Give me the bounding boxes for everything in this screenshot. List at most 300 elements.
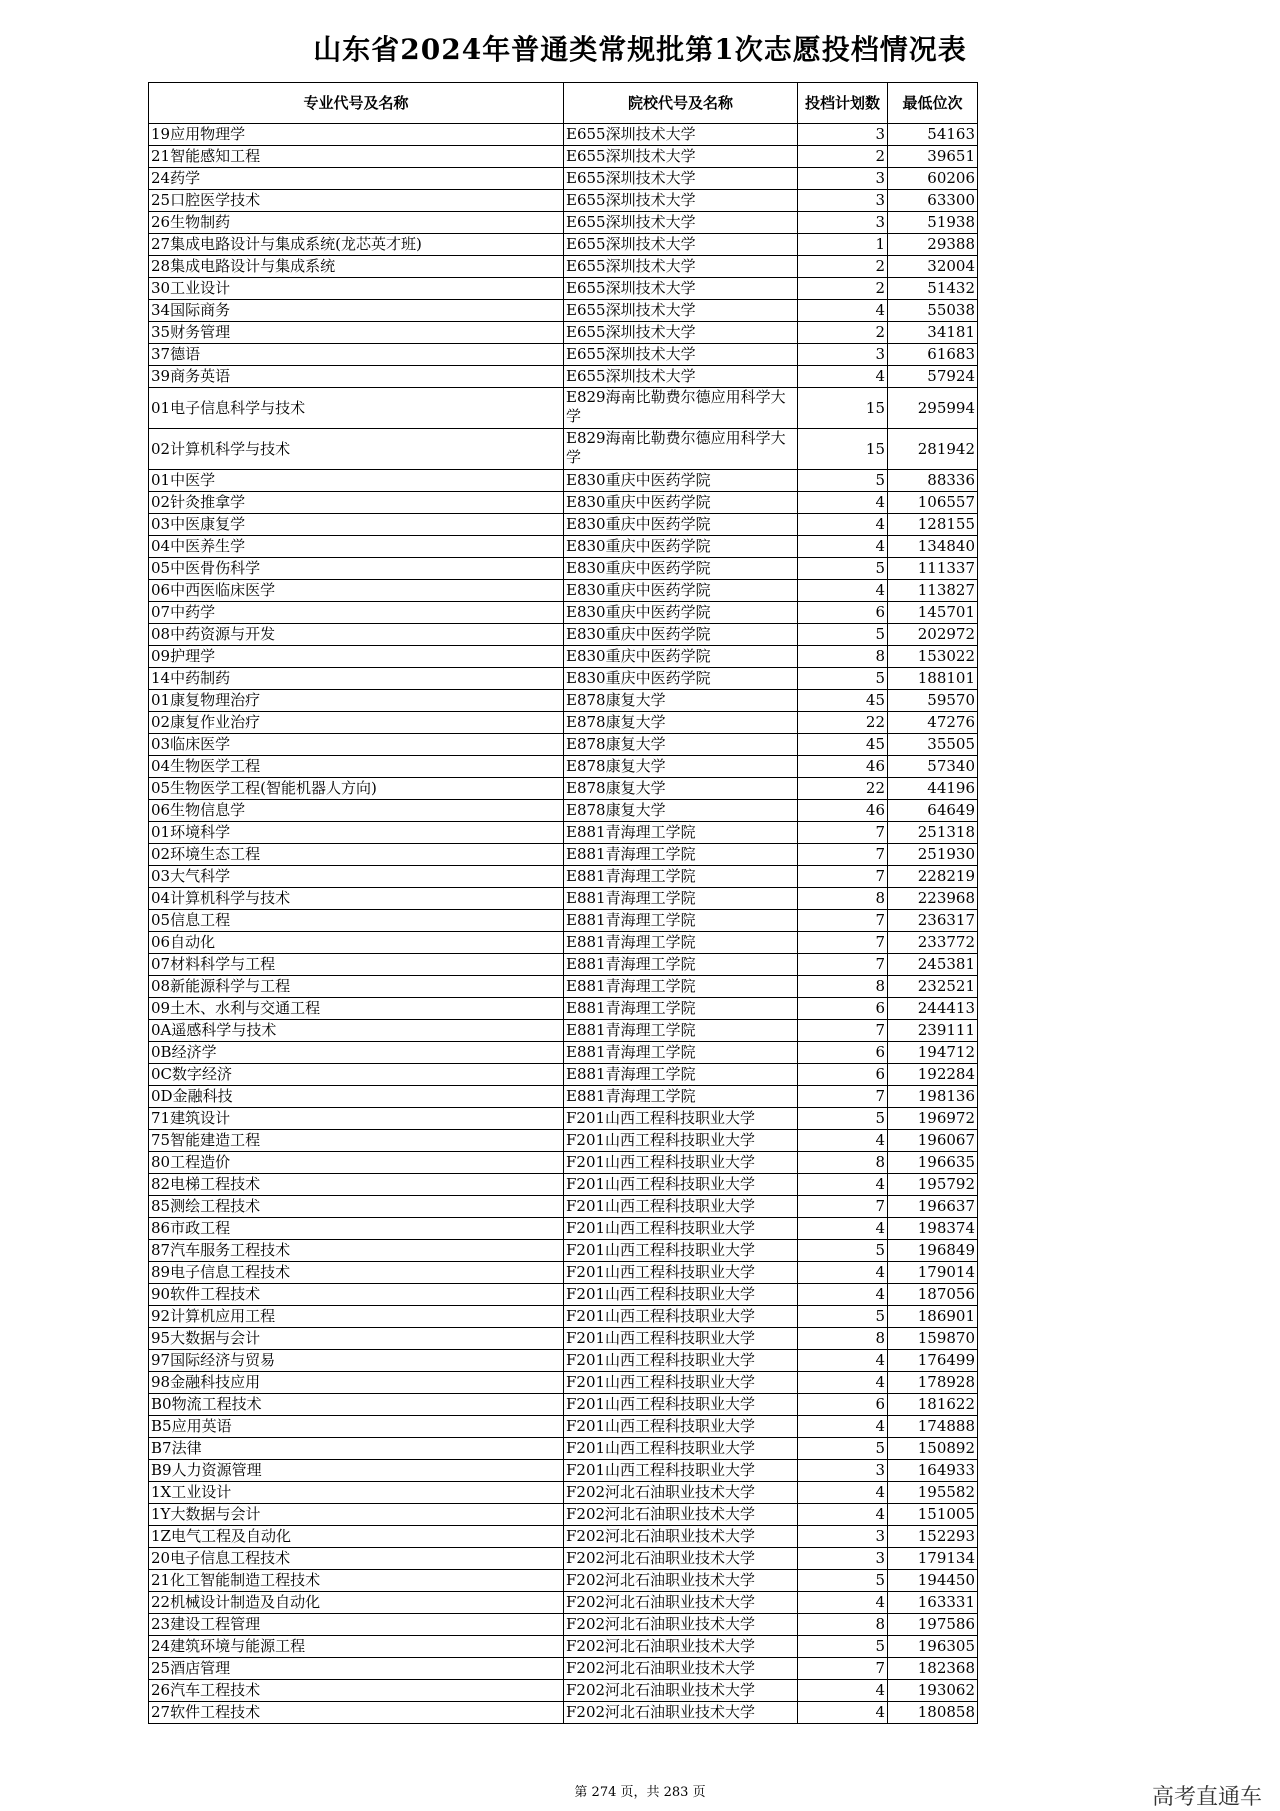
major-cell: 21智能感知工程 xyxy=(149,146,564,168)
school-cell: F202河北石油职业技术大学 xyxy=(564,1636,798,1658)
table-row xyxy=(149,1240,978,1262)
table-row xyxy=(149,1526,978,1548)
major-cell: 26生物制药 xyxy=(149,212,564,234)
major-cell: 27集成电路设计与集成系统(龙芯英才班) xyxy=(149,234,564,256)
min-rank-cell: 244413 xyxy=(888,998,978,1020)
plan-cell: 5 xyxy=(798,1240,888,1262)
major-cell: 09土木、水利与交通工程 xyxy=(149,998,564,1020)
table-row xyxy=(149,168,978,190)
school-cell: F201山西工程科技职业大学 xyxy=(564,1372,798,1394)
plan-cell: 4 xyxy=(798,1218,888,1240)
plan-cell: 5 xyxy=(798,1570,888,1592)
school-cell: E830重庆中医药学院 xyxy=(564,668,798,690)
table-row xyxy=(149,146,978,168)
table-row xyxy=(149,1064,978,1086)
min-rank-cell: 202972 xyxy=(888,624,978,646)
table-row xyxy=(149,1262,978,1284)
major-cell: 03临床医学 xyxy=(149,734,564,756)
min-rank-cell: 57924 xyxy=(888,366,978,388)
min-rank-cell: 196849 xyxy=(888,1240,978,1262)
major-cell: 0A遥感科学与技术 xyxy=(149,1020,564,1042)
min-rank-cell: 159870 xyxy=(888,1328,978,1350)
table-row xyxy=(149,932,978,954)
table-row xyxy=(149,1372,978,1394)
major-cell: 87汽车服务工程技术 xyxy=(149,1240,564,1262)
table-row xyxy=(149,1130,978,1152)
major-cell: 04计算机科学与技术 xyxy=(149,888,564,910)
table-row xyxy=(149,1504,978,1526)
major-cell: 04生物医学工程 xyxy=(149,756,564,778)
plan-cell: 7 xyxy=(798,1020,888,1042)
min-rank-cell: 186901 xyxy=(888,1306,978,1328)
plan-cell: 4 xyxy=(798,514,888,536)
school-cell: E655深圳技术大学 xyxy=(564,168,798,190)
major-cell: 37德语 xyxy=(149,344,564,366)
major-cell: 08中药资源与开发 xyxy=(149,624,564,646)
min-rank-cell: 232521 xyxy=(888,976,978,998)
major-cell: 89电子信息工程技术 xyxy=(149,1262,564,1284)
major-cell: B5应用英语 xyxy=(149,1416,564,1438)
major-cell: 27软件工程技术 xyxy=(149,1702,564,1724)
table-row xyxy=(149,1548,978,1570)
table-row xyxy=(149,602,978,624)
min-rank-cell: 251930 xyxy=(888,844,978,866)
school-cell: E830重庆中医药学院 xyxy=(564,646,798,668)
major-cell: 39商务英语 xyxy=(149,366,564,388)
min-rank-cell: 64649 xyxy=(888,800,978,822)
table-row xyxy=(149,234,978,256)
min-rank-cell: 187056 xyxy=(888,1284,978,1306)
plan-cell: 4 xyxy=(798,1372,888,1394)
plan-cell: 3 xyxy=(798,212,888,234)
min-rank-cell: 111337 xyxy=(888,558,978,580)
school-cell: E830重庆中医药学院 xyxy=(564,580,798,602)
school-cell: F201山西工程科技职业大学 xyxy=(564,1460,798,1482)
school-cell: F202河北石油职业技术大学 xyxy=(564,1702,798,1724)
school-cell: F202河北石油职业技术大学 xyxy=(564,1504,798,1526)
table-row xyxy=(149,1416,978,1438)
major-cell: 1Y大数据与会计 xyxy=(149,1504,564,1526)
table-row xyxy=(149,1020,978,1042)
plan-cell: 3 xyxy=(798,1526,888,1548)
plan-cell: 4 xyxy=(798,1592,888,1614)
plan-cell: 6 xyxy=(798,1042,888,1064)
major-cell: 20电子信息工程技术 xyxy=(149,1548,564,1570)
school-cell: F202河北石油职业技术大学 xyxy=(564,1482,798,1504)
table-body xyxy=(149,124,978,1724)
table-row xyxy=(149,470,978,492)
plan-cell: 1 xyxy=(798,234,888,256)
plan-cell: 4 xyxy=(798,1482,888,1504)
min-rank-cell: 106557 xyxy=(888,492,978,514)
plan-cell: 8 xyxy=(798,646,888,668)
table-header-row xyxy=(149,83,978,124)
table-row xyxy=(149,1350,978,1372)
table-row xyxy=(149,888,978,910)
min-rank-cell: 60206 xyxy=(888,168,978,190)
major-cell: 08新能源科学与工程 xyxy=(149,976,564,998)
min-rank-cell: 61683 xyxy=(888,344,978,366)
table-row xyxy=(149,1614,978,1636)
page-footer: 第 274 页，共 283 页 xyxy=(574,1785,706,1800)
plan-cell: 3 xyxy=(798,168,888,190)
plan-cell: 4 xyxy=(798,300,888,322)
major-cell: 05信息工程 xyxy=(149,910,564,932)
plan-cell: 8 xyxy=(798,888,888,910)
plan-cell: 2 xyxy=(798,322,888,344)
min-rank-cell: 196067 xyxy=(888,1130,978,1152)
major-cell: 06生物信息学 xyxy=(149,800,564,822)
table-row xyxy=(149,954,978,976)
school-cell: F202河北石油职业技术大学 xyxy=(564,1570,798,1592)
school-cell: E830重庆中医药学院 xyxy=(564,536,798,558)
school-cell: F202河北石油职业技术大学 xyxy=(564,1592,798,1614)
table-row xyxy=(149,536,978,558)
plan-cell: 5 xyxy=(798,470,888,492)
major-cell: B9人力资源管理 xyxy=(149,1460,564,1482)
school-cell: E881青海理工学院 xyxy=(564,1042,798,1064)
table-row xyxy=(149,1328,978,1350)
major-cell: 03大气科学 xyxy=(149,866,564,888)
table-row xyxy=(149,1592,978,1614)
min-rank-cell: 63300 xyxy=(888,190,978,212)
major-cell: 05生物医学工程(智能机器人方向) xyxy=(149,778,564,800)
school-cell: E830重庆中医药学院 xyxy=(564,470,798,492)
min-rank-cell: 88336 xyxy=(888,470,978,492)
school-cell: E830重庆中医药学院 xyxy=(564,624,798,646)
min-rank-cell: 51432 xyxy=(888,278,978,300)
min-rank-cell: 35505 xyxy=(888,734,978,756)
major-cell: 75智能建造工程 xyxy=(149,1130,564,1152)
plan-cell: 5 xyxy=(798,1438,888,1460)
major-cell: 85测绘工程技术 xyxy=(149,1196,564,1218)
major-cell: 0C数字经济 xyxy=(149,1064,564,1086)
major-cell: 03中医康复学 xyxy=(149,514,564,536)
min-rank-cell: 29388 xyxy=(888,234,978,256)
plan-cell: 5 xyxy=(798,624,888,646)
table-row xyxy=(149,756,978,778)
header-school: 院校代号及名称 xyxy=(564,83,798,124)
plan-cell: 7 xyxy=(798,954,888,976)
min-rank-cell: 51938 xyxy=(888,212,978,234)
plan-cell: 2 xyxy=(798,256,888,278)
table-row xyxy=(149,844,978,866)
school-cell: F201山西工程科技职业大学 xyxy=(564,1262,798,1284)
major-cell: 14中药制药 xyxy=(149,668,564,690)
min-rank-cell: 192284 xyxy=(888,1064,978,1086)
school-cell: E830重庆中医药学院 xyxy=(564,514,798,536)
major-cell: 02计算机科学与技术 xyxy=(149,429,564,470)
major-cell: 01环境科学 xyxy=(149,822,564,844)
school-cell: E881青海理工学院 xyxy=(564,932,798,954)
min-rank-cell: 113827 xyxy=(888,580,978,602)
min-rank-cell: 54163 xyxy=(888,124,978,146)
table-row xyxy=(149,388,978,429)
min-rank-cell: 32004 xyxy=(888,256,978,278)
school-cell: E655深圳技术大学 xyxy=(564,322,798,344)
school-cell: E655深圳技术大学 xyxy=(564,366,798,388)
min-rank-cell: 134840 xyxy=(888,536,978,558)
min-rank-cell: 181622 xyxy=(888,1394,978,1416)
table-row xyxy=(149,1636,978,1658)
table-row xyxy=(149,1702,978,1724)
plan-cell: 45 xyxy=(798,690,888,712)
min-rank-cell: 176499 xyxy=(888,1350,978,1372)
plan-cell: 7 xyxy=(798,932,888,954)
plan-cell: 45 xyxy=(798,734,888,756)
min-rank-cell: 178928 xyxy=(888,1372,978,1394)
major-cell: 09护理学 xyxy=(149,646,564,668)
table-row xyxy=(149,712,978,734)
major-cell: 02针灸推拿学 xyxy=(149,492,564,514)
table-row xyxy=(149,1086,978,1108)
min-rank-cell: 233772 xyxy=(888,932,978,954)
major-cell: 0D金融科技 xyxy=(149,1086,564,1108)
plan-cell: 4 xyxy=(798,366,888,388)
header-min-rank: 最低位次 xyxy=(888,83,978,124)
major-cell: 23建设工程管理 xyxy=(149,1614,564,1636)
plan-cell: 3 xyxy=(798,1548,888,1570)
plan-cell: 4 xyxy=(798,1284,888,1306)
min-rank-cell: 197586 xyxy=(888,1614,978,1636)
table-row xyxy=(149,1570,978,1592)
major-cell: 06自动化 xyxy=(149,932,564,954)
school-cell: E881青海理工学院 xyxy=(564,1086,798,1108)
plan-cell: 4 xyxy=(798,1262,888,1284)
table-row xyxy=(149,212,978,234)
school-cell: F202河北石油职业技术大学 xyxy=(564,1680,798,1702)
table-row xyxy=(149,256,978,278)
plan-cell: 8 xyxy=(798,1152,888,1174)
plan-cell: 4 xyxy=(798,492,888,514)
major-cell: 24建筑环境与能源工程 xyxy=(149,1636,564,1658)
plan-cell: 3 xyxy=(798,344,888,366)
table-row xyxy=(149,1306,978,1328)
major-cell: 1X工业设计 xyxy=(149,1482,564,1504)
major-cell: 05中医骨伤科学 xyxy=(149,558,564,580)
min-rank-cell: 182368 xyxy=(888,1658,978,1680)
table-row xyxy=(149,1218,978,1240)
min-rank-cell: 195792 xyxy=(888,1174,978,1196)
plan-cell: 8 xyxy=(798,976,888,998)
plan-cell: 5 xyxy=(798,668,888,690)
min-rank-cell: 194712 xyxy=(888,1042,978,1064)
school-cell: E830重庆中医药学院 xyxy=(564,602,798,624)
min-rank-cell: 295994 xyxy=(888,388,978,429)
table-row xyxy=(149,646,978,668)
school-cell: E655深圳技术大学 xyxy=(564,256,798,278)
table-row xyxy=(149,366,978,388)
plan-cell: 7 xyxy=(798,866,888,888)
plan-cell: 3 xyxy=(798,124,888,146)
major-cell: 80工程造价 xyxy=(149,1152,564,1174)
min-rank-cell: 196637 xyxy=(888,1196,978,1218)
plan-cell: 7 xyxy=(798,822,888,844)
min-rank-cell: 163331 xyxy=(888,1592,978,1614)
school-cell: F201山西工程科技职业大学 xyxy=(564,1416,798,1438)
plan-cell: 22 xyxy=(798,712,888,734)
plan-cell: 4 xyxy=(798,580,888,602)
plan-cell: 4 xyxy=(798,536,888,558)
major-cell: 26汽车工程技术 xyxy=(149,1680,564,1702)
min-rank-cell: 188101 xyxy=(888,668,978,690)
plan-cell: 6 xyxy=(798,1394,888,1416)
school-cell: F201山西工程科技职业大学 xyxy=(564,1284,798,1306)
page-title: 山东省2024年普通类常规批第1次志愿投档情况表 xyxy=(313,33,967,66)
table-row xyxy=(149,624,978,646)
table-row xyxy=(149,124,978,146)
school-cell: E881青海理工学院 xyxy=(564,844,798,866)
min-rank-cell: 251318 xyxy=(888,822,978,844)
school-cell: F202河北石油职业技术大学 xyxy=(564,1526,798,1548)
min-rank-cell: 179134 xyxy=(888,1548,978,1570)
table-row xyxy=(149,1394,978,1416)
table-row xyxy=(149,1658,978,1680)
table-row xyxy=(149,998,978,1020)
plan-cell: 15 xyxy=(798,388,888,429)
table-row xyxy=(149,822,978,844)
school-cell: E881青海理工学院 xyxy=(564,822,798,844)
table-row xyxy=(149,429,978,470)
plan-cell: 7 xyxy=(798,1658,888,1680)
min-rank-cell: 245381 xyxy=(888,954,978,976)
table-row xyxy=(149,778,978,800)
major-cell: 92计算机应用工程 xyxy=(149,1306,564,1328)
school-cell: E830重庆中医药学院 xyxy=(564,492,798,514)
school-cell: F201山西工程科技职业大学 xyxy=(564,1240,798,1262)
admission-table xyxy=(148,82,978,1724)
table-row xyxy=(149,866,978,888)
plan-cell: 4 xyxy=(798,1680,888,1702)
table-row xyxy=(149,1042,978,1064)
plan-cell: 4 xyxy=(798,1130,888,1152)
school-cell: F201山西工程科技职业大学 xyxy=(564,1394,798,1416)
min-rank-cell: 193062 xyxy=(888,1680,978,1702)
table-row xyxy=(149,1460,978,1482)
major-cell: 25口腔医学技术 xyxy=(149,190,564,212)
table-row xyxy=(149,690,978,712)
min-rank-cell: 150892 xyxy=(888,1438,978,1460)
major-cell: 02环境生态工程 xyxy=(149,844,564,866)
plan-cell: 4 xyxy=(798,1174,888,1196)
school-cell: F202河北石油职业技术大学 xyxy=(564,1548,798,1570)
min-rank-cell: 196305 xyxy=(888,1636,978,1658)
min-rank-cell: 128155 xyxy=(888,514,978,536)
school-cell: F201山西工程科技职业大学 xyxy=(564,1218,798,1240)
school-cell: F201山西工程科技职业大学 xyxy=(564,1328,798,1350)
plan-cell: 4 xyxy=(798,1416,888,1438)
school-cell: E655深圳技术大学 xyxy=(564,212,798,234)
table-row xyxy=(149,558,978,580)
min-rank-cell: 164933 xyxy=(888,1460,978,1482)
table-row xyxy=(149,190,978,212)
min-rank-cell: 153022 xyxy=(888,646,978,668)
min-rank-cell: 180858 xyxy=(888,1702,978,1724)
table-row xyxy=(149,1174,978,1196)
plan-cell: 8 xyxy=(798,1614,888,1636)
major-cell: 01中医学 xyxy=(149,470,564,492)
min-rank-cell: 223968 xyxy=(888,888,978,910)
plan-cell: 7 xyxy=(798,844,888,866)
major-cell: 34国际商务 xyxy=(149,300,564,322)
school-cell: E830重庆中医药学院 xyxy=(564,558,798,580)
school-cell: F202河北石油职业技术大学 xyxy=(564,1658,798,1680)
table-row xyxy=(149,800,978,822)
plan-cell: 4 xyxy=(798,1350,888,1372)
table-row xyxy=(149,668,978,690)
school-cell: F201山西工程科技职业大学 xyxy=(564,1196,798,1218)
major-cell: 22机械设计制造及自动化 xyxy=(149,1592,564,1614)
plan-cell: 4 xyxy=(798,1504,888,1526)
table-row xyxy=(149,910,978,932)
school-cell: F201山西工程科技职业大学 xyxy=(564,1174,798,1196)
min-rank-cell: 198374 xyxy=(888,1218,978,1240)
plan-cell: 3 xyxy=(798,190,888,212)
school-cell: E881青海理工学院 xyxy=(564,998,798,1020)
header-major: 专业代号及名称 xyxy=(149,83,564,124)
min-rank-cell: 179014 xyxy=(888,1262,978,1284)
plan-cell: 2 xyxy=(798,278,888,300)
major-cell: 19应用物理学 xyxy=(149,124,564,146)
school-cell: E878康复大学 xyxy=(564,756,798,778)
school-cell: E881青海理工学院 xyxy=(564,866,798,888)
major-cell: 0B经济学 xyxy=(149,1042,564,1064)
plan-cell: 4 xyxy=(798,1702,888,1724)
school-cell: F202河北石油职业技术大学 xyxy=(564,1614,798,1636)
school-cell: E881青海理工学院 xyxy=(564,954,798,976)
min-rank-cell: 236317 xyxy=(888,910,978,932)
plan-cell: 8 xyxy=(798,1328,888,1350)
major-cell: 02康复作业治疗 xyxy=(149,712,564,734)
plan-cell: 15 xyxy=(798,429,888,470)
table-row xyxy=(149,734,978,756)
school-cell: E878康复大学 xyxy=(564,800,798,822)
major-cell: B7法律 xyxy=(149,1438,564,1460)
min-rank-cell: 239111 xyxy=(888,1020,978,1042)
school-cell: E655深圳技术大学 xyxy=(564,146,798,168)
table-row xyxy=(149,976,978,998)
min-rank-cell: 198136 xyxy=(888,1086,978,1108)
major-cell: 04中医养生学 xyxy=(149,536,564,558)
plan-cell: 7 xyxy=(798,1196,888,1218)
school-cell: E655深圳技术大学 xyxy=(564,234,798,256)
school-cell: F201山西工程科技职业大学 xyxy=(564,1108,798,1130)
table-row xyxy=(149,1196,978,1218)
school-cell: E881青海理工学院 xyxy=(564,910,798,932)
table-row xyxy=(149,300,978,322)
table-row xyxy=(149,1438,978,1460)
school-cell: E655深圳技术大学 xyxy=(564,124,798,146)
plan-cell: 6 xyxy=(798,998,888,1020)
min-rank-cell: 195582 xyxy=(888,1482,978,1504)
major-cell: 24药学 xyxy=(149,168,564,190)
plan-cell: 2 xyxy=(798,146,888,168)
min-rank-cell: 57340 xyxy=(888,756,978,778)
plan-cell: 6 xyxy=(798,1064,888,1086)
school-cell: F201山西工程科技职业大学 xyxy=(564,1438,798,1460)
major-cell: 01康复物理治疗 xyxy=(149,690,564,712)
min-rank-cell: 151005 xyxy=(888,1504,978,1526)
major-cell: 21化工智能制造工程技术 xyxy=(149,1570,564,1592)
plan-cell: 3 xyxy=(798,1460,888,1482)
school-cell: E878康复大学 xyxy=(564,778,798,800)
min-rank-cell: 196972 xyxy=(888,1108,978,1130)
plan-cell: 5 xyxy=(798,1636,888,1658)
school-cell: F201山西工程科技职业大学 xyxy=(564,1152,798,1174)
plan-cell: 7 xyxy=(798,1086,888,1108)
school-cell: E655深圳技术大学 xyxy=(564,278,798,300)
table-row xyxy=(149,580,978,602)
